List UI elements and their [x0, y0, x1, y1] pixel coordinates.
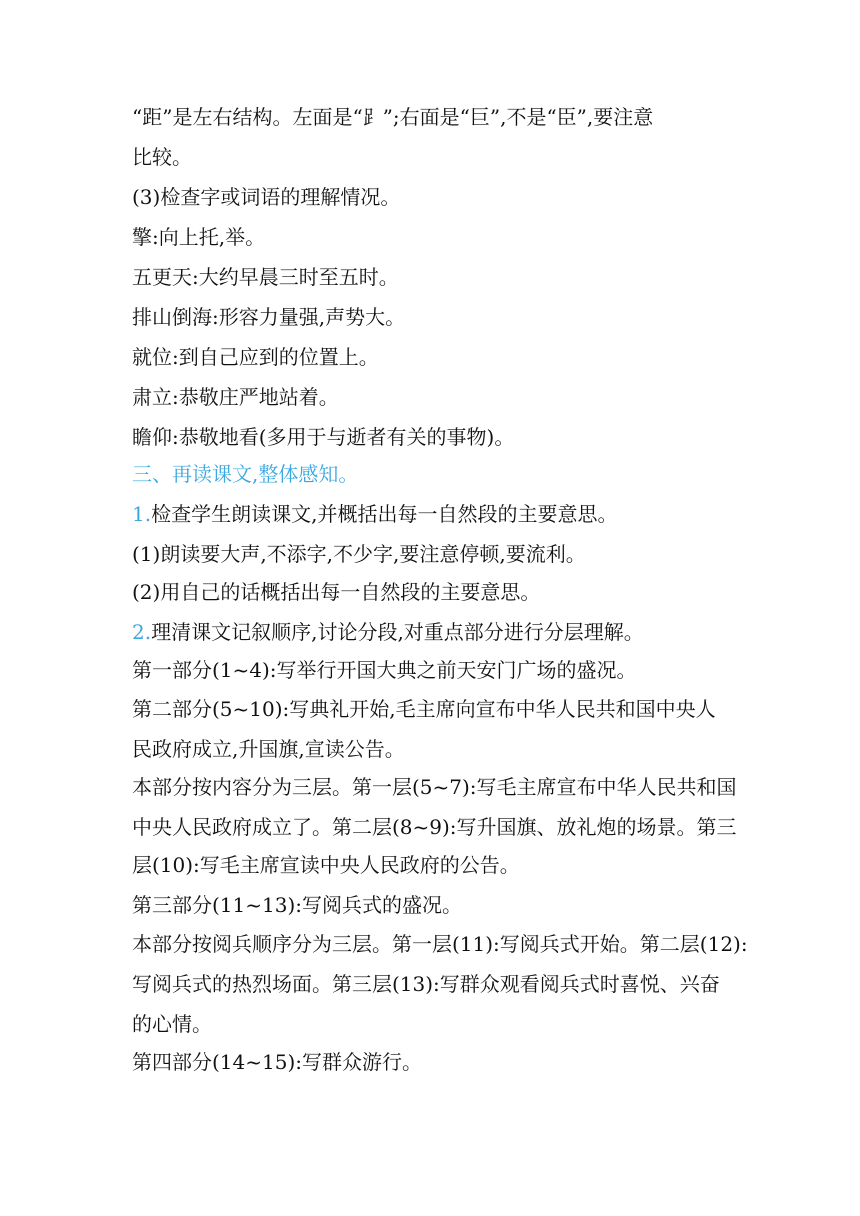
section-heading: 三、再读课文,整体感知。 — [132, 462, 359, 486]
term-definition: 五更天:大约早晨三时至五时。 — [132, 265, 399, 289]
term-definition: 擎:向上托,举。 — [132, 225, 266, 249]
term-definition: 就位:到自己应到的位置上。 — [132, 345, 379, 369]
text-line: 第二部分(5~10):写典礼开始,毛主席向宣布中华人民共和国中央人 — [132, 697, 716, 721]
text-line: 层(10):写毛主席宣读中央人民政府的公告。 — [132, 853, 520, 877]
item-number: 2. — [132, 620, 152, 644]
text-line: “距”是左右结构。左面是“⻊”;右面是“巨”,不是“臣”,要注意 — [132, 105, 654, 129]
numbered-item — [132, 500, 617, 528]
text-line: 比较。 — [132, 145, 192, 169]
term-definition: 肃立:恭敬庄严地站着。 — [132, 385, 339, 409]
text-line: 的心情。 — [132, 1012, 212, 1036]
item-text: 理清课文记叙顺序,讨论分段,对重点部分进行分层理解。 — [151, 620, 644, 644]
text-line: 第一部分(1~4):写举行开国大典之前天安门广场的盛况。 — [132, 658, 637, 682]
text-line: 民政府成立,升国旗,宣读公告。 — [132, 737, 405, 761]
text-line: (3)检查字或词语的理解情况。 — [132, 185, 401, 209]
numbered-item — [132, 618, 644, 646]
text-line: 本部分按阅兵顺序分为三层。第一层(11):写阅兵式开始。第二层(12): — [132, 932, 748, 956]
text-line: (1)朗读要大声,不添字,不少字,要注意停顿,要流利。 — [132, 542, 586, 566]
text-line: 中央人民政府成立了。第二层(8~9):写升国旗、放礼炮的场景。第三 — [132, 815, 737, 839]
text-line: 写阅兵式的热烈场面。第三层(13):写群众观看阅兵式时喜悦、兴奋 — [132, 972, 720, 996]
text-line: 第三部分(11~13):写阅兵式的盛况。 — [132, 893, 462, 917]
term-definition: 瞻仰:恭敬地看(多用于与逝者有关的事物)。 — [132, 425, 515, 449]
text-line: 第四部分(14~15):写群众游行。 — [132, 1050, 422, 1074]
item-text: 检查学生朗读课文,并概括出每一自然段的主要意思。 — [151, 502, 618, 526]
item-number: 1. — [132, 502, 152, 526]
text-line: (2)用自己的话概括出每一自然段的主要意思。 — [132, 580, 541, 604]
text-line: 本部分按内容分为三层。第一层(5~7):写毛主席宣布中华人民共和国 — [132, 775, 737, 799]
term-definition: 排山倒海:形容力量强,声势大。 — [132, 305, 406, 329]
